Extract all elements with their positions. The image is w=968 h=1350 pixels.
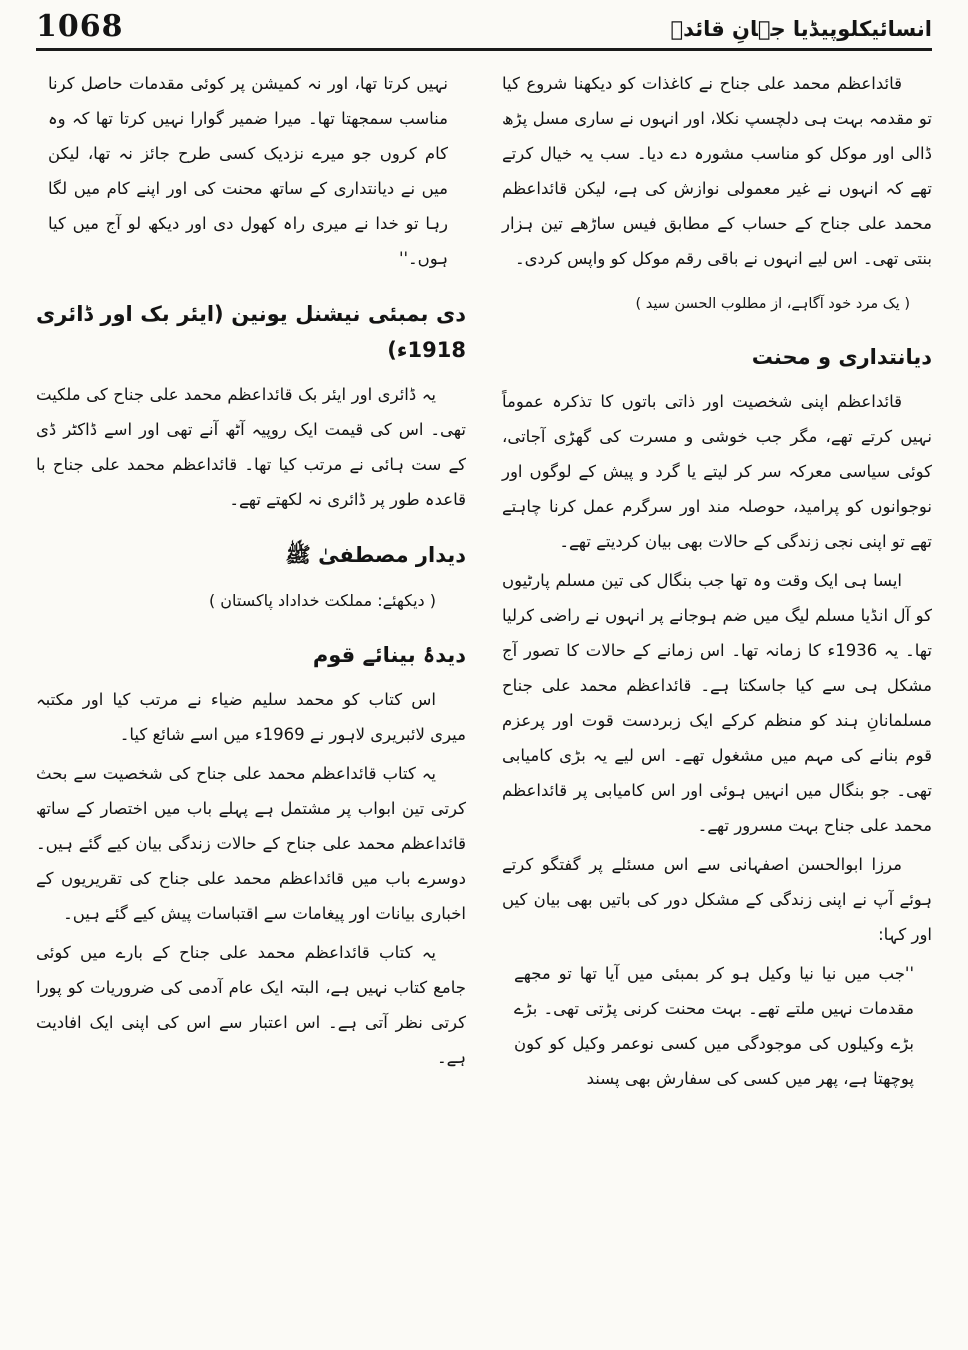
paragraph: یہ ڈائری اور ایئر بک قائداعظم محمد علی جناح کی ملکیت تھی۔ اس کی قیمت ایک روپیہ آٹھ آنے تھی اور اسے ڈاکٹر ڈی کے ست ہائی نے مرتب کیا تھا۔ قائداعظم محمد علی جناح با قاعدہ طور پر ڈائری نہ لکھتے تھے۔ [36,385,466,510]
page-number: 1068 [36,9,124,44]
header-title: انسائیکلوپیڈیا جہانِ قائدؒ [670,16,932,41]
section-heading: دیانتداری و محنت [751,344,932,369]
section-heading: دیدار مصطفیٰ ﷺ [285,543,466,568]
column-left [36,67,466,1101]
column-right [502,67,932,1101]
page-header [36,9,932,51]
attribution-line: ( یک مرد خود آگاہے، از مطلوب الحسن سید ) [635,295,910,312]
paragraph: یہ کتاب قائداعظم محمد علی جناح کے بارے میں کوئی جامع کتاب نہیں ہے، البتہ ایک عام آدمی کی ضروریات کو پورا کرتی نظر آتی ہے۔ اس اعتبار سے اس کی اپنی ایک افادیت ہے۔ [36,943,466,1068]
paragraph: ایسا ہی ایک وقت وہ تھا جب بنگال کی تین مسلم پارٹیوں کو آل انڈیا مسلم لیگ میں ضم ہوجانے پر انہوں نے راضی کرلیا تھا۔ یہ 1936ء کا زمانہ تھا۔ اس زمانے کے حالات کا تصور آج مشکل ہی سے کیا جاسکتا ہے۔ قائداعظم محمد علی جناح مسلمانانِ ہند کو منظم کرکے ایک زبردست قوت اور پرعزم قوم بنانے کی مہم میں مشغول تھے۔ اس لیے یہ بڑی کامیابی تھی۔ جو بنگال میں انہیں ہوئی اور اس کامیابی پر قائداعظم محمد علی جناح بہت مسرور تھے۔ [502,571,932,835]
section-heading: دیدۂ بینائے قوم [312,642,466,667]
quote-paragraph: ''جب میں نیا نیا وکیل ہو کر بمبئی میں آیا تھا تو مجھے مقدمات نہیں ملتے تھے۔ بہت محنت کرنی پڑتی تھی۔ بڑے بڑے وکیلوں کی موجودگی میں کسی نوعمر وکیل کو کون پوچھتا ہے، پھر میں کسی کی سفارش بھی پسند [514,963,914,1088]
paragraph: یہ کتاب قائداعظم محمد علی جناح کی شخصیت سے بحث کرتی تین ابواب پر مشتمل ہے پہلے باب میں اختصار کے ساتھ قائداعظم محمد علی جناح کے حالات زندگی بیان کیے گئے ہیں۔ دوسرے باب میں قائداعظم محمد علی جناح کی تقریریوں کے اخباری بیانات اور پیغامات سے اقتباسات پیش کیے گئے ہیں۔ [36,764,466,924]
paragraph: اس کتاب کو محمد سلیم ضیاء نے مرتب کیا اور مکتبہ میری لائبریری لاہور نے 1969ء میں اسے شائع کیا۔ [36,690,466,745]
paragraph: قائداعظم محمد علی جناح نے کاغذات کو دیکھنا شروع کیا تو مقدمہ بہت ہی دلچسپ نکلا، اور انہوں نے ساری مسل پڑھ ڈالی اور موکل کو مناسب مشورہ دے دیا۔ سب یہ خیال کرتے تھے کہ انہوں نے غیر معمولی نوازش کی ہے، لیکن قائداعظم محمد علی جناح کے حساب کے مطابق فیس ساڑھے تین ہزار بنتی تھی۔ اس لیے انہوں نے باقی رقم موکل کو واپس کردی۔ [502,74,932,268]
cross-reference: ( دیکھئے: مملکت خداداد پاکستان ) [208,590,436,610]
page-body [36,67,932,1101]
paragraph: مرزا ابوالحسن اصفہانی سے اس مسئلے پر گفتگو کرتے ہوئے آپ نے اپنی زندگی کے مشکل دور کی باتیں بھی بیان کیں اور کہا: [502,854,932,944]
paragraph: قائداعظم اپنی شخصیت اور ذاتی باتوں کا تذکرہ عموماً نہیں کرتے تھے، مگر جب خوشی و مسرت کی گھڑی آجاتی، کوئی سیاسی معرکہ سر کر لیتے یا گرد و پیش کے لوگوں اور نوجوانوں کو پرامید، حوصلہ مند اور سرگرم عمل کرنا چاہتے تھے تو اپنی نجی زندگی کے حالات بھی بیان کردیتے تھے۔ [502,392,932,552]
quote-paragraph: نہیں کرتا تھا، اور نہ کمیشن پر کوئی مقدمات حاصل کرنا مناسب سمجھتا تھا۔ میرا ضمیر گوارا نہیں کرتا تھا کہ وہ کام کروں جو میرے نزدیک کسی طرح جائز نہ تھا، لیکن میں نے دیانتداری کے ساتھ محنت کی اور اپنے کام میں لگا رہا تو خدا نے میری راہ کھول دی اور دیکھ لو آج میں کیا ہوں۔'' [48,74,448,268]
section-heading: دی بمبئی نیشنل یونین (ایئر بک اور ڈائری 1918ء) [36,301,466,362]
